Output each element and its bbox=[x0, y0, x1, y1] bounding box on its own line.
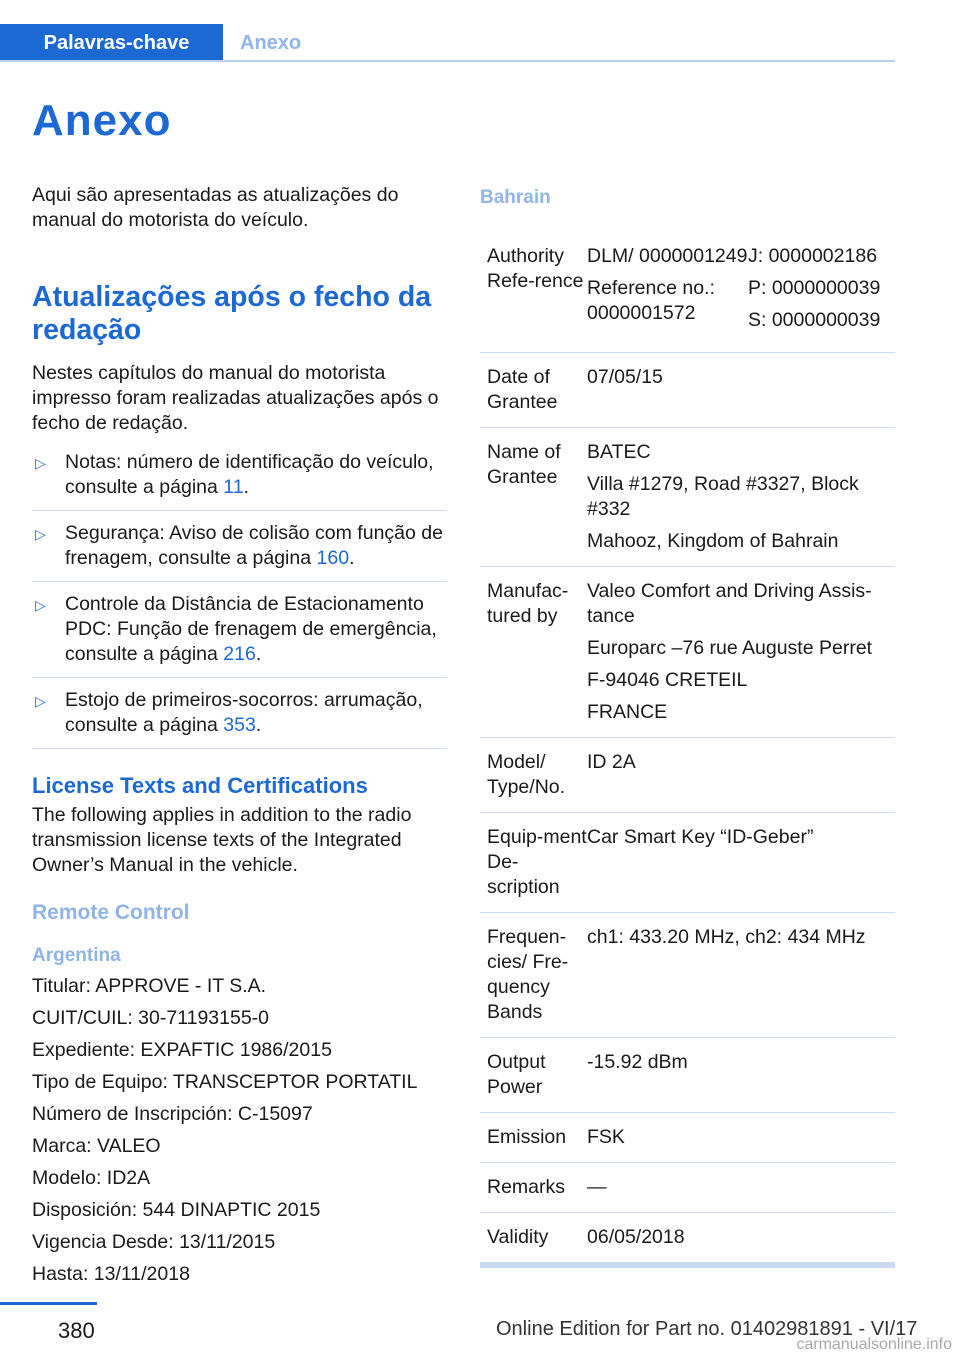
bahrain-table bbox=[480, 232, 895, 1263]
row-value-line: 07/05/15 bbox=[587, 366, 663, 388]
row-value bbox=[587, 925, 895, 1025]
authority-value: J: 0000002186 bbox=[748, 245, 878, 267]
table-end-rule bbox=[480, 1263, 895, 1268]
section-title: Atualizações após o fecho da redação bbox=[32, 281, 432, 346]
row-value bbox=[587, 1225, 895, 1250]
left-column bbox=[32, 183, 447, 1294]
row-label: Manufac-tured by bbox=[487, 580, 569, 627]
list-item bbox=[32, 521, 447, 582]
section-text: Nestes capítulos do manual do motorista impresso foram realizadas atualizações após o fecho de redação. bbox=[32, 362, 439, 434]
list-item-period: . bbox=[243, 476, 249, 498]
triangle-bullet-icon: ▷ bbox=[35, 526, 46, 542]
row-value bbox=[587, 440, 895, 554]
authority-value: DLM/ 0000001249 bbox=[587, 245, 748, 267]
spec-line: Número de Inscripción: C-15097 bbox=[32, 1103, 313, 1125]
row-label: Output Power bbox=[487, 1051, 546, 1098]
spec-line: Titular: APPROVE - IT S.A. bbox=[32, 975, 267, 997]
page-title: Anexo bbox=[32, 96, 172, 145]
row-value-line: Europarc –76 rue Auguste Perret bbox=[587, 637, 873, 659]
row-label: Authority Refe-rence bbox=[487, 245, 584, 292]
row-label: Emission bbox=[487, 1126, 567, 1148]
header-divider bbox=[0, 60, 895, 62]
intro-text: Aqui são apresentadas as atualizações do manual do motorista do veículo. bbox=[32, 184, 399, 231]
spec-line: Vigencia Desde: 13/11/2015 bbox=[32, 1231, 276, 1253]
update-list bbox=[32, 450, 447, 749]
page-link[interactable]: 353 bbox=[223, 714, 256, 736]
table-row bbox=[480, 353, 895, 428]
table-row bbox=[480, 1213, 895, 1263]
authority-col-1 bbox=[587, 244, 748, 340]
table-row bbox=[480, 1163, 895, 1213]
list-item-period: . bbox=[255, 643, 262, 665]
table-row-authority bbox=[480, 232, 895, 353]
row-value-line: ID 2A bbox=[587, 751, 636, 773]
triangle-bullet-icon: ▷ bbox=[35, 455, 46, 471]
row-value-line: Mahooz, Kingdom of Bahrain bbox=[587, 530, 839, 552]
row-value-line: 06/05/2018 bbox=[587, 1226, 685, 1248]
row-label: Frequen-cies/ Fre-quency Bands bbox=[487, 926, 569, 1023]
row-value-line: Car Smart Key “ID-Geber” bbox=[587, 826, 814, 848]
spec-line: Hasta: 13/11/2018 bbox=[32, 1263, 190, 1285]
row-value-line: Valeo Comfort and Driving Assis-tance bbox=[587, 580, 872, 627]
row-value-line: -15.92 dBm bbox=[587, 1051, 688, 1073]
row-value-line: Villa #1279, Road #3327, Block #332 bbox=[587, 473, 859, 520]
list-item bbox=[32, 688, 447, 749]
table-row bbox=[480, 1038, 895, 1113]
row-label: Date of Grantee bbox=[487, 366, 558, 413]
row-label: Remarks bbox=[487, 1176, 566, 1198]
row-label: Equip-ment De-scription bbox=[487, 826, 587, 898]
license-title: License Texts and Certifications bbox=[32, 773, 368, 798]
tab-palavras-chave[interactable]: Palavras-chave bbox=[0, 24, 223, 62]
spec-line: Modelo: ID2A bbox=[32, 1167, 151, 1189]
row-value bbox=[587, 579, 895, 725]
right-column bbox=[480, 186, 895, 1268]
row-label: Name of Grantee bbox=[487, 441, 561, 488]
authority-value: P: 0000000039 bbox=[748, 277, 881, 299]
argentina-title: Argentina bbox=[32, 945, 121, 966]
table-row bbox=[480, 813, 895, 913]
spec-line: Disposición: 544 DINAPTIC 2015 bbox=[32, 1199, 321, 1221]
edition-text: Online Edition for Part no. 01402981891 - VI/17 bbox=[496, 1318, 918, 1340]
table-row bbox=[480, 738, 895, 813]
list-item-text: Notas: número de identificação do veículo, consulte a página bbox=[65, 451, 434, 498]
spec-line: Expediente: EXPAFTIC 1986/2015 bbox=[32, 1039, 332, 1061]
footer-rule bbox=[0, 1302, 97, 1305]
watermark: carmanualsonline.info bbox=[796, 1336, 952, 1353]
list-item-period: . bbox=[255, 714, 262, 736]
authority-value: Reference no.: 0000001572 bbox=[587, 277, 715, 324]
row-value bbox=[587, 1175, 895, 1200]
row-value-line: BATEC bbox=[587, 441, 651, 463]
table-row bbox=[480, 567, 895, 738]
license-text: The following applies in addition to the radio transmission license texts of the Integrated Owner’s Manual in the vehicle. bbox=[32, 804, 412, 876]
list-item-text: Controle da Distância de Estacionamento PDC: Função de frenagem de emergência, consulte a página bbox=[65, 593, 437, 665]
row-value bbox=[587, 750, 895, 800]
row-value-line: ch1: 433.20 MHz, ch2: 434 MHz bbox=[587, 926, 866, 948]
page-number: 380 bbox=[58, 1318, 95, 1343]
table-row bbox=[480, 1113, 895, 1163]
list-item-text: Estojo de primeiros-socorros: arrumação, consulte a página bbox=[65, 689, 423, 736]
row-value-line: F-94046 CRETEIL bbox=[587, 669, 748, 691]
remote-control-title: Remote Control bbox=[32, 901, 190, 924]
tab-anexo[interactable]: Anexo bbox=[240, 31, 302, 54]
spec-line: Marca: VALEO bbox=[32, 1135, 161, 1157]
row-value-line: — bbox=[587, 1176, 607, 1198]
authority-col-2 bbox=[748, 244, 880, 340]
page-link[interactable]: 160 bbox=[316, 547, 350, 569]
row-value bbox=[587, 244, 895, 340]
triangle-bullet-icon: ▷ bbox=[35, 597, 46, 613]
row-label: Model/ Type/No. bbox=[487, 751, 566, 798]
row-value bbox=[587, 825, 895, 900]
page-link[interactable]: 216 bbox=[223, 643, 256, 665]
table-row bbox=[480, 913, 895, 1038]
list-item bbox=[32, 450, 447, 511]
row-value-line: FSK bbox=[587, 1126, 625, 1148]
page-link[interactable]: 11 bbox=[223, 476, 244, 498]
table-row bbox=[480, 428, 895, 567]
row-value bbox=[587, 1050, 895, 1100]
row-value-line: FRANCE bbox=[587, 701, 668, 723]
authority-value: S: 0000000039 bbox=[748, 309, 881, 331]
list-item bbox=[32, 592, 447, 678]
header-bar bbox=[0, 0, 960, 62]
row-value bbox=[587, 1125, 895, 1150]
spec-line: Tipo de Equipo: TRANSCEPTOR PORTATIL bbox=[32, 1071, 418, 1093]
argentina-spec bbox=[32, 974, 447, 1287]
triangle-bullet-icon: ▷ bbox=[35, 693, 46, 709]
list-item-period: . bbox=[349, 547, 355, 569]
row-label: Validity bbox=[487, 1226, 549, 1248]
spec-line: CUIT/CUIL: 30-71193155-0 bbox=[32, 1007, 270, 1029]
list-item-text: Segurança: Aviso de colisão com função de frenagem, consulte a página bbox=[65, 522, 443, 569]
country-title-bahrain: Bahrain bbox=[480, 187, 551, 208]
row-value bbox=[587, 365, 895, 415]
